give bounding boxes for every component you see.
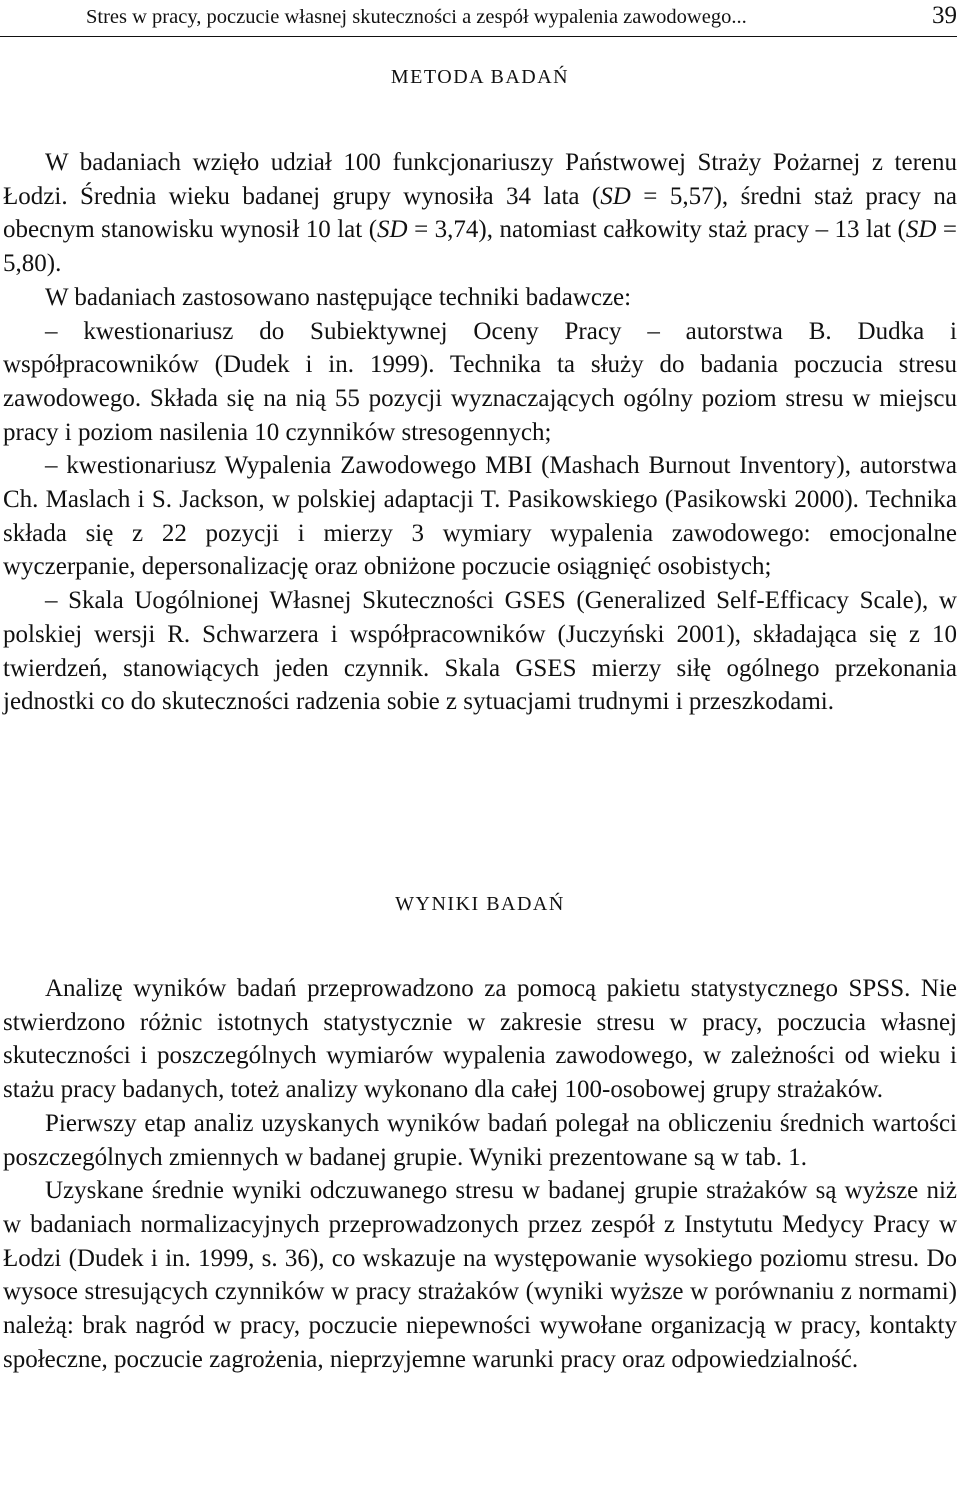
- text-fragment: W badaniach wzięło udział 100 funkcjonariuszy Państwowej Straży Pożarnej z terenu Łodzi. Średnia wieku badanej grupy wynosiła 34 lata (: [3, 149, 957, 210]
- results-paragraph-analysis: Analizę wyników badań przeprowadzono za pomocą pakietu statystycznego SPSS. Nie stwierdzono różnic istotnych statystycznie w zakresie stresu w pracy, poczucia własnej skuteczności i poszczególnych wymiarów wypalenia zawodowego, w zależności od wieku i stażu pracy badanych, toteż analizy wykonano dla całej 100-osobowej grupy strażaków.: [3, 975, 957, 1104]
- methods-paragraph-scale-gses: – Skala Uogólnionej Własnej Skuteczności GSES (Generalized Self-Efficacy Scale), w polskiej wersji R. Schwarzera i współpracowników (Juczyński 2001), składająca się z 10 twierdzeń, stanowiących jeden czynnik. Skala GSES mierzy siłę ogólnego przekonania jednostki co do skuteczności radzenia sobie z sytuacjami trudnymi i przeszkodami.: [3, 587, 957, 716]
- results-paragraph-first-stage: Pierwszy etap analiz uzyskanych wyników badań polegał na obliczeniu średnich wartości poszczególnych zmiennych w badanej grupie. Wyniki prezentowane są w tab. 1.: [3, 1109, 957, 1171]
- methods-paragraph-techniques-intro: W badaniach zastosowano następujące techniki badawcze:: [45, 283, 632, 311]
- methods-section-body: [3, 146, 957, 719]
- results-paragraph-stress-levels: Uzyskane średnie wyniki odczuwanego stresu w badanej grupie strażaków są wyższe niż w badaniach normalizacyjnych przeprowadzonych przez zespół z Instytutu Medycy Pracy w Łodzi (Dudek i in. 1999, s. 36), co wskazuje na występowanie wysokiego poziomu stresu. Do wysoce stresujących czynników w pracy strażaków (wyniki wyższe w porównaniu z normami) należą: brak nagród w pracy, poczucie niepewności wywołane organizacją w pracy, kontakty społeczne, poczucie zagrożenia, nieprzyjemne warunki pracy oraz odpowiedzialność.: [3, 1177, 957, 1373]
- methods-paragraph-questionnaire-mbi: – kwestionariusz Wypalenia Zawodowego MBI (Mashach Burnout Inventory), autorstwa Ch. Maslach i S. Jackson, w polskiej adaptacji T. Pasikowskiego (Pasikowski 2000). Technika składa się z 22 pozycji i mierzy 3 wymiary wypalenia zawodowego: emocjonalne wyczerpanie, depersonalizację oraz obniżone poczucie osiągnięć osobistych;: [3, 452, 957, 581]
- text-fragment: = 5,80).: [3, 216, 957, 278]
- section-heading-results: WYNIKI BADAŃ: [395, 893, 565, 915]
- running-title: Stres w pracy, poczucie własnej skuteczności a zespół wypalenia zawodowego...: [86, 6, 747, 28]
- text-fragment: = 3,74), natomiast całkowity staż pracy – 13 lat (: [407, 216, 906, 244]
- methods-paragraph-participants: [3, 146, 957, 281]
- running-header: [0, 2, 957, 37]
- methods-paragraph-questionnaire-sop: – kwestionariusz do Subiektywnej Oceny Pracy – autorstwa B. Dudka i współpracowników (Dudek i in. 1999). Technika ta służy do badania poczucia stresu zawodowego. Składa się na nią 55 pozycji wyznaczających ogólny poziom stresu w miejscu pracy i poziom nasilenia 10 czynników stresogennych;: [3, 317, 957, 446]
- results-section-body: [3, 972, 957, 1376]
- sd-symbol: SD: [600, 182, 631, 210]
- sd-symbol: SD: [377, 216, 408, 244]
- section-heading-methods: METODA BADAŃ: [390, 66, 570, 88]
- page-number: 39: [932, 2, 957, 29]
- text-fragment: = 5,57), średni staż pracy na obecnym stanowisku wynosił 10 lat (: [3, 182, 957, 244]
- sd-symbol: SD: [905, 216, 937, 244]
